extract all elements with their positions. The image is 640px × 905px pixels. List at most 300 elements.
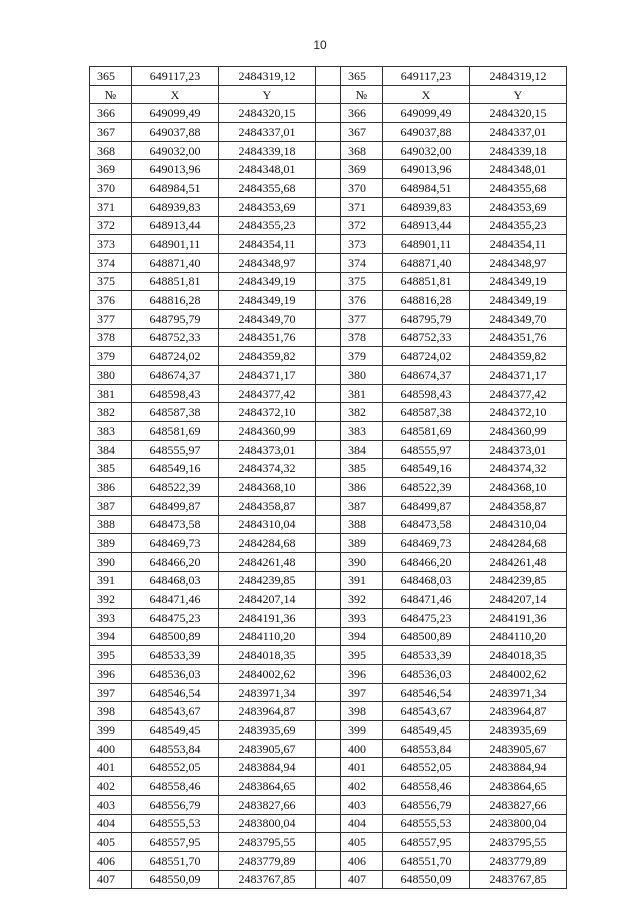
x-coordinate-left: 648550,09 xyxy=(132,870,219,889)
point-number-left: 404 xyxy=(90,814,132,833)
y-coordinate-left: 2484349,19 xyxy=(219,291,316,310)
point-number-right: 380 xyxy=(341,366,383,385)
y-coordinate-left: 2484002,62 xyxy=(219,665,316,684)
y-coordinate-right: 2484354,11 xyxy=(470,235,567,254)
point-number-right: 368 xyxy=(341,141,383,160)
y-coordinate-right: 2484359,82 xyxy=(470,347,567,366)
point-number-left: 375 xyxy=(90,272,132,291)
y-coordinate-left: 2483971,34 xyxy=(219,683,316,702)
x-coordinate-right: 648587,38 xyxy=(383,403,470,422)
x-coordinate-left: 648469,73 xyxy=(132,534,219,553)
table-row xyxy=(90,478,567,497)
x-coordinate-right: 648549,45 xyxy=(383,721,470,740)
x-coordinate-left: 648871,40 xyxy=(132,253,219,272)
point-number-right: 386 xyxy=(341,478,383,497)
x-coordinate-right: 648581,69 xyxy=(383,422,470,441)
table-row xyxy=(90,104,567,123)
y-coordinate-right: 2484353,69 xyxy=(470,197,567,216)
column-gap xyxy=(316,814,341,833)
y-coordinate-left: 2484348,97 xyxy=(219,253,316,272)
table-row xyxy=(90,795,567,814)
y-coordinate-left: 2483827,66 xyxy=(219,795,316,814)
point-number-left: 395 xyxy=(90,646,132,665)
column-gap xyxy=(316,141,341,160)
x-coordinate-left: 648552,05 xyxy=(132,758,219,777)
x-coordinate-right: 648901,11 xyxy=(383,235,470,254)
y-coordinate-right: 2484355,68 xyxy=(470,179,567,198)
y-coordinate-left: 2484371,17 xyxy=(219,366,316,385)
x-coordinate-right: 648598,43 xyxy=(383,384,470,403)
point-number-right: 405 xyxy=(341,833,383,852)
point-number-right: 404 xyxy=(341,814,383,833)
point-number-right: 369 xyxy=(341,160,383,179)
column-gap xyxy=(316,440,341,459)
point-number-right: 384 xyxy=(341,440,383,459)
point-number-left: 370 xyxy=(90,179,132,198)
header-y-coordinate-left: Y xyxy=(219,85,316,104)
column-gap xyxy=(316,309,341,328)
y-coordinate-left: 2483935,69 xyxy=(219,721,316,740)
table-row xyxy=(90,123,567,142)
x-coordinate-left: 649032,00 xyxy=(132,141,219,160)
column-gap xyxy=(316,253,341,272)
y-coordinate-left: 2484355,68 xyxy=(219,179,316,198)
column-gap xyxy=(316,67,341,86)
x-coordinate-left: 648475,23 xyxy=(132,608,219,627)
table-row xyxy=(90,216,567,235)
table-row xyxy=(90,141,567,160)
x-coordinate-right: 648469,73 xyxy=(383,534,470,553)
table-row xyxy=(90,459,567,478)
point-number-left: 401 xyxy=(90,758,132,777)
point-number-left: 392 xyxy=(90,590,132,609)
y-coordinate-left: 2484239,85 xyxy=(219,571,316,590)
y-coordinate-right: 2483800,04 xyxy=(470,814,567,833)
table-row xyxy=(90,160,567,179)
y-coordinate-right: 2484360,99 xyxy=(470,422,567,441)
table-row xyxy=(90,515,567,534)
x-coordinate-left: 648546,54 xyxy=(132,683,219,702)
y-coordinate-right: 2484372,10 xyxy=(470,403,567,422)
y-coordinate-right: 2483827,66 xyxy=(470,795,567,814)
y-coordinate-left: 2484110,20 xyxy=(219,627,316,646)
x-coordinate-left: 648468,03 xyxy=(132,571,219,590)
x-coordinate-left: 648522,39 xyxy=(132,478,219,497)
y-coordinate-left: 2483964,87 xyxy=(219,702,316,721)
y-coordinate-right: 2484368,10 xyxy=(470,478,567,497)
column-gap xyxy=(316,534,341,553)
y-coordinate-left: 2484319,12 xyxy=(219,67,316,86)
table-row xyxy=(90,833,567,852)
point-number-right: 372 xyxy=(341,216,383,235)
x-coordinate-right: 648939,83 xyxy=(383,197,470,216)
point-number-left: 393 xyxy=(90,608,132,627)
y-coordinate-right: 2484358,87 xyxy=(470,496,567,515)
y-coordinate-left: 2484374,32 xyxy=(219,459,316,478)
y-coordinate-right: 2483884,94 xyxy=(470,758,567,777)
y-coordinate-left: 2484373,01 xyxy=(219,440,316,459)
x-coordinate-right: 648556,79 xyxy=(383,795,470,814)
y-coordinate-right: 2483905,67 xyxy=(470,739,567,758)
y-coordinate-left: 2483884,94 xyxy=(219,758,316,777)
point-number-right: 370 xyxy=(341,179,383,198)
table-row xyxy=(90,384,567,403)
y-coordinate-left: 2484310,04 xyxy=(219,515,316,534)
point-number-right: 382 xyxy=(341,403,383,422)
point-number-left: 399 xyxy=(90,721,132,740)
y-coordinate-left: 2484349,70 xyxy=(219,309,316,328)
table-row xyxy=(90,646,567,665)
x-coordinate-right: 648551,70 xyxy=(383,851,470,870)
point-number-left: 382 xyxy=(90,403,132,422)
y-coordinate-right: 2484320,15 xyxy=(470,104,567,123)
point-number-right: 365 xyxy=(341,67,383,86)
column-gap xyxy=(316,870,341,889)
x-coordinate-right: 648558,46 xyxy=(383,777,470,796)
x-coordinate-left: 648500,89 xyxy=(132,627,219,646)
table-row xyxy=(90,683,567,702)
point-number-left: 407 xyxy=(90,870,132,889)
y-coordinate-right: 2483971,34 xyxy=(470,683,567,702)
column-gap xyxy=(316,384,341,403)
column-gap xyxy=(316,197,341,216)
y-coordinate-right: 2484373,01 xyxy=(470,440,567,459)
x-coordinate-left: 648587,38 xyxy=(132,403,219,422)
point-number-left: 367 xyxy=(90,123,132,142)
y-coordinate-left: 2484261,48 xyxy=(219,552,316,571)
point-number-right: 390 xyxy=(341,552,383,571)
table-row xyxy=(90,627,567,646)
column-gap xyxy=(316,590,341,609)
point-number-left: 378 xyxy=(90,328,132,347)
table-row xyxy=(90,309,567,328)
y-coordinate-right: 2484349,70 xyxy=(470,309,567,328)
table-row xyxy=(90,739,567,758)
point-number-right: 387 xyxy=(341,496,383,515)
point-number-left: 377 xyxy=(90,309,132,328)
table-row xyxy=(90,870,567,889)
x-coordinate-left: 648816,28 xyxy=(132,291,219,310)
point-number-right: 381 xyxy=(341,384,383,403)
point-number-right: 401 xyxy=(341,758,383,777)
point-number-right: 393 xyxy=(341,608,383,627)
point-number-left: 376 xyxy=(90,291,132,310)
x-coordinate-right: 648555,53 xyxy=(383,814,470,833)
table-row xyxy=(90,590,567,609)
y-coordinate-right: 2483795,55 xyxy=(470,833,567,852)
column-gap xyxy=(316,403,341,422)
point-number-left: 396 xyxy=(90,665,132,684)
table-row xyxy=(90,235,567,254)
x-coordinate-left: 648674,37 xyxy=(132,366,219,385)
point-number-left: 390 xyxy=(90,552,132,571)
point-number-left: 387 xyxy=(90,496,132,515)
column-gap xyxy=(316,851,341,870)
x-coordinate-left: 649013,96 xyxy=(132,160,219,179)
column-gap xyxy=(316,291,341,310)
x-coordinate-right: 649032,00 xyxy=(383,141,470,160)
x-coordinate-left: 648556,79 xyxy=(132,795,219,814)
point-number-left: 381 xyxy=(90,384,132,403)
x-coordinate-right: 648674,37 xyxy=(383,366,470,385)
x-coordinate-left: 648795,79 xyxy=(132,309,219,328)
column-gap xyxy=(316,160,341,179)
header-x-coordinate-right: X xyxy=(383,85,470,104)
x-coordinate-left: 648499,87 xyxy=(132,496,219,515)
table-row xyxy=(90,366,567,385)
y-coordinate-right: 2484284,68 xyxy=(470,534,567,553)
table-row xyxy=(90,665,567,684)
y-coordinate-left: 2484349,19 xyxy=(219,272,316,291)
y-coordinate-right: 2484374,32 xyxy=(470,459,567,478)
column-gap xyxy=(316,216,341,235)
table-row xyxy=(90,608,567,627)
x-coordinate-left: 648901,11 xyxy=(132,235,219,254)
y-coordinate-right: 2484349,19 xyxy=(470,291,567,310)
x-coordinate-left: 648533,39 xyxy=(132,646,219,665)
column-gap xyxy=(316,608,341,627)
x-coordinate-right: 648475,23 xyxy=(383,608,470,627)
x-coordinate-right: 648499,87 xyxy=(383,496,470,515)
page-number: 10 xyxy=(313,38,327,52)
x-coordinate-right: 648913,44 xyxy=(383,216,470,235)
table-row xyxy=(90,814,567,833)
y-coordinate-right: 2483935,69 xyxy=(470,721,567,740)
point-number-right: 388 xyxy=(341,515,383,534)
y-coordinate-right: 2484339,18 xyxy=(470,141,567,160)
x-coordinate-left: 648549,16 xyxy=(132,459,219,478)
x-coordinate-right: 648473,58 xyxy=(383,515,470,534)
point-number-right: 391 xyxy=(341,571,383,590)
y-coordinate-right: 2483779,89 xyxy=(470,851,567,870)
x-coordinate-right: 648555,97 xyxy=(383,440,470,459)
point-number-right: 399 xyxy=(341,721,383,740)
table-row xyxy=(90,272,567,291)
y-coordinate-right: 2483864,65 xyxy=(470,777,567,796)
x-coordinate-right: 648871,40 xyxy=(383,253,470,272)
table-row xyxy=(90,328,567,347)
point-number-left: 386 xyxy=(90,478,132,497)
y-coordinate-right: 2483767,85 xyxy=(470,870,567,889)
point-number-right: 383 xyxy=(341,422,383,441)
column-gap xyxy=(316,347,341,366)
column-gap xyxy=(316,758,341,777)
x-coordinate-right: 648984,51 xyxy=(383,179,470,198)
x-coordinate-right: 648816,28 xyxy=(383,291,470,310)
x-coordinate-left: 648598,43 xyxy=(132,384,219,403)
point-number-left: 391 xyxy=(90,571,132,590)
point-number-right: 371 xyxy=(341,197,383,216)
y-coordinate-right: 2484319,12 xyxy=(470,67,567,86)
y-coordinate-left: 2484191,36 xyxy=(219,608,316,627)
table-row xyxy=(90,291,567,310)
table-row xyxy=(90,552,567,571)
x-coordinate-left: 648549,45 xyxy=(132,721,219,740)
column-gap xyxy=(316,478,341,497)
point-number-right: 394 xyxy=(341,627,383,646)
x-coordinate-right: 648468,03 xyxy=(383,571,470,590)
column-gap xyxy=(316,833,341,852)
point-number-left: 368 xyxy=(90,141,132,160)
column-gap xyxy=(316,235,341,254)
column-gap xyxy=(316,627,341,646)
x-coordinate-left: 648555,97 xyxy=(132,440,219,459)
point-number-left: 403 xyxy=(90,795,132,814)
point-number-right: 373 xyxy=(341,235,383,254)
table-row xyxy=(90,197,567,216)
x-coordinate-right: 649013,96 xyxy=(383,160,470,179)
point-number-right: 395 xyxy=(341,646,383,665)
point-number-right: 374 xyxy=(341,253,383,272)
y-coordinate-left: 2484320,15 xyxy=(219,104,316,123)
point-number-right: 378 xyxy=(341,328,383,347)
table-row xyxy=(90,758,567,777)
point-number-right: 367 xyxy=(341,123,383,142)
y-coordinate-left: 2484372,10 xyxy=(219,403,316,422)
x-coordinate-right: 648536,03 xyxy=(383,665,470,684)
point-number-right: 400 xyxy=(341,739,383,758)
y-coordinate-right: 2484348,01 xyxy=(470,160,567,179)
y-coordinate-left: 2483767,85 xyxy=(219,870,316,889)
y-coordinate-right: 2484191,36 xyxy=(470,608,567,627)
x-coordinate-right: 649037,88 xyxy=(383,123,470,142)
point-number-left: 372 xyxy=(90,216,132,235)
x-coordinate-right: 648552,05 xyxy=(383,758,470,777)
y-coordinate-left: 2484207,14 xyxy=(219,590,316,609)
point-number-left: 389 xyxy=(90,534,132,553)
x-coordinate-right: 648522,39 xyxy=(383,478,470,497)
x-coordinate-right: 648500,89 xyxy=(383,627,470,646)
x-coordinate-right: 648553,84 xyxy=(383,739,470,758)
y-coordinate-right: 2484002,62 xyxy=(470,665,567,684)
x-coordinate-left: 648752,33 xyxy=(132,328,219,347)
column-gap xyxy=(316,702,341,721)
y-coordinate-left: 2483800,04 xyxy=(219,814,316,833)
column-gap xyxy=(316,665,341,684)
table-row xyxy=(90,851,567,870)
y-coordinate-right: 2484310,04 xyxy=(470,515,567,534)
y-coordinate-left: 2484018,35 xyxy=(219,646,316,665)
point-number-right: 392 xyxy=(341,590,383,609)
point-number-left: 388 xyxy=(90,515,132,534)
y-coordinate-right: 2484018,35 xyxy=(470,646,567,665)
point-number-left: 406 xyxy=(90,851,132,870)
point-number-left: 400 xyxy=(90,739,132,758)
point-number-left: 384 xyxy=(90,440,132,459)
point-number-left: 369 xyxy=(90,160,132,179)
x-coordinate-left: 648473,58 xyxy=(132,515,219,534)
column-gap xyxy=(316,366,341,385)
point-number-right: 389 xyxy=(341,534,383,553)
x-coordinate-left: 648581,69 xyxy=(132,422,219,441)
x-coordinate-left: 648558,46 xyxy=(132,777,219,796)
point-number-left: 405 xyxy=(90,833,132,852)
column-gap xyxy=(316,496,341,515)
y-coordinate-left: 2484351,76 xyxy=(219,328,316,347)
point-number-left: 365 xyxy=(90,67,132,86)
y-coordinate-right: 2484349,19 xyxy=(470,272,567,291)
x-coordinate-left: 648536,03 xyxy=(132,665,219,684)
point-number-left: 374 xyxy=(90,253,132,272)
y-coordinate-left: 2484354,11 xyxy=(219,235,316,254)
y-coordinate-right: 2484351,76 xyxy=(470,328,567,347)
column-gap xyxy=(316,646,341,665)
x-coordinate-right: 648550,09 xyxy=(383,870,470,889)
table-row xyxy=(90,403,567,422)
x-coordinate-left: 648939,83 xyxy=(132,197,219,216)
table-row xyxy=(90,721,567,740)
column-gap xyxy=(316,272,341,291)
column-gap xyxy=(316,179,341,198)
column-gap xyxy=(316,85,341,104)
x-coordinate-right: 648471,46 xyxy=(383,590,470,609)
table-row xyxy=(90,571,567,590)
y-coordinate-left: 2484358,87 xyxy=(219,496,316,515)
y-coordinate-left: 2484355,23 xyxy=(219,216,316,235)
y-coordinate-left: 2484360,99 xyxy=(219,422,316,441)
table-row xyxy=(90,777,567,796)
table-row xyxy=(90,422,567,441)
point-number-right: 403 xyxy=(341,795,383,814)
y-coordinate-left: 2484377,42 xyxy=(219,384,316,403)
x-coordinate-left: 648555,53 xyxy=(132,814,219,833)
column-gap xyxy=(316,739,341,758)
column-gap xyxy=(316,422,341,441)
y-coordinate-left: 2484368,10 xyxy=(219,478,316,497)
column-gap xyxy=(316,459,341,478)
column-gap xyxy=(316,571,341,590)
table-row xyxy=(90,702,567,721)
x-coordinate-right: 649117,23 xyxy=(383,67,470,86)
y-coordinate-right: 2484371,17 xyxy=(470,366,567,385)
point-number-right: 396 xyxy=(341,665,383,684)
x-coordinate-right: 648533,39 xyxy=(383,646,470,665)
y-coordinate-right: 2484377,42 xyxy=(470,384,567,403)
y-coordinate-left: 2484353,69 xyxy=(219,197,316,216)
y-coordinate-left: 2484284,68 xyxy=(219,534,316,553)
y-coordinate-right: 2484348,97 xyxy=(470,253,567,272)
y-coordinate-left: 2483905,67 xyxy=(219,739,316,758)
table-header-row xyxy=(90,85,567,104)
column-gap xyxy=(316,552,341,571)
x-coordinate-left: 648551,70 xyxy=(132,851,219,870)
y-coordinate-right: 2484207,14 xyxy=(470,590,567,609)
table-row xyxy=(90,253,567,272)
x-coordinate-right: 648724,02 xyxy=(383,347,470,366)
point-number-left: 371 xyxy=(90,197,132,216)
x-coordinate-left: 649037,88 xyxy=(132,123,219,142)
x-coordinate-right: 648851,81 xyxy=(383,272,470,291)
x-coordinate-right: 648795,79 xyxy=(383,309,470,328)
header-y-coordinate-right: Y xyxy=(470,85,567,104)
x-coordinate-right: 648466,20 xyxy=(383,552,470,571)
x-coordinate-right: 648543,67 xyxy=(383,702,470,721)
table-row xyxy=(90,534,567,553)
column-gap xyxy=(316,795,341,814)
column-gap xyxy=(316,683,341,702)
x-coordinate-left: 649117,23 xyxy=(132,67,219,86)
point-number-left: 385 xyxy=(90,459,132,478)
x-coordinate-left: 648851,81 xyxy=(132,272,219,291)
point-number-right: 402 xyxy=(341,777,383,796)
point-number-left: 402 xyxy=(90,777,132,796)
point-number-right: 406 xyxy=(341,851,383,870)
table-row xyxy=(90,440,567,459)
x-coordinate-right: 648549,16 xyxy=(383,459,470,478)
x-coordinate-left: 648543,67 xyxy=(132,702,219,721)
x-coordinate-left: 648724,02 xyxy=(132,347,219,366)
header-point-number-left: № xyxy=(90,85,132,104)
